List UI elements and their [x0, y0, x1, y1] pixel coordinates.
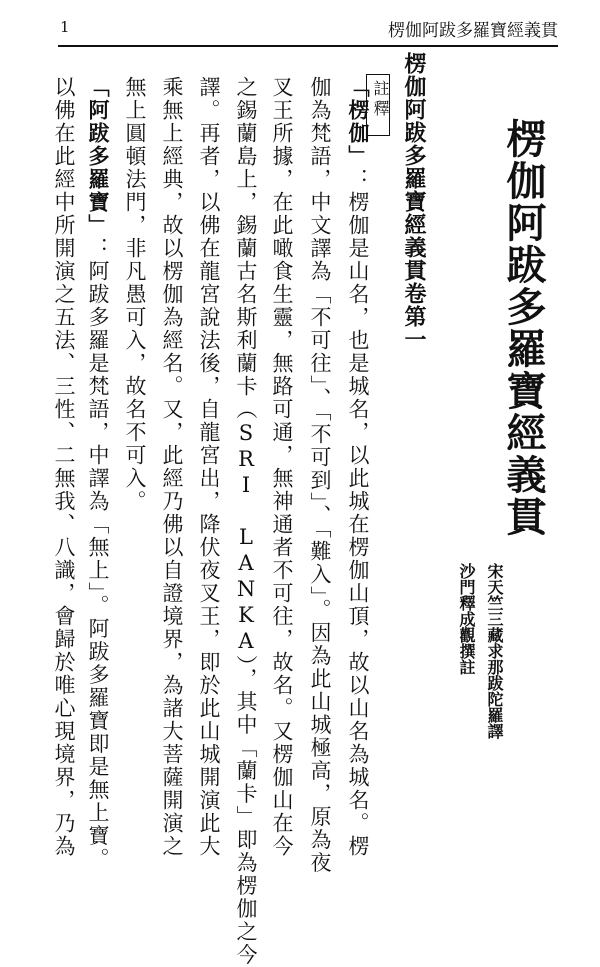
body-column [342, 76, 374, 858]
body-column [230, 76, 262, 967]
column-text: 乘無上經典，故以楞伽為經名。又，此經乃佛以自證境界，為諸大菩薩開演之 [160, 76, 184, 858]
body-column [48, 76, 80, 858]
glossary-term: 「楞伽」 [346, 76, 370, 168]
column-text: ：楞伽是山名，也是城名，以此城在楞伽山頂，故以山名為城名。楞 [346, 168, 370, 858]
column-text: ：阿跋多羅是梵語，中譯為「無上」。阿跋多羅寶即是無上寶。 [86, 237, 110, 871]
body-column [119, 76, 151, 513]
column-text: 譯。再者，以佛在龍宮說法後，自龍宮出，降伏夜叉王，即於此山城開演此大 [197, 76, 221, 858]
body-column [304, 76, 336, 875]
body-column [193, 76, 225, 858]
column-text: 叉王所據，在此噉食生靈，無路可通，無神通者不可往，故名。又楞伽山在今 [270, 76, 294, 858]
glossary-term: 「阿跋多羅寶」 [86, 76, 110, 237]
page-header [58, 12, 558, 42]
book-title: 楞伽阿跋多羅寶經義貫 [500, 118, 546, 538]
translator-line: 宋天竺三藏求那跋陀羅譯 [485, 563, 504, 739]
note-label: 註釋 [371, 80, 390, 120]
column-text: 無上圓頓法門，非凡愚可入，故名不可入。 [123, 76, 147, 513]
volume-title: 楞伽阿跋多羅寶經義貫卷第一 [401, 52, 426, 351]
body-column [266, 76, 298, 858]
annotator-line: 沙門釋成觀撰註 [457, 563, 476, 675]
column-text: 伽為梵語，中文譯為「不可往」、「不可到」、「難入」。因為此山城極高，原為夜 [308, 76, 332, 875]
running-title: 楞伽阿跋多羅寶經義貫 [388, 21, 558, 41]
column-text: 以佛在此經中所開演之五法、三性、二無我、八識，會歸於唯心現境界，乃為 [52, 76, 76, 858]
page-number: 1 [60, 18, 70, 36]
column-text: 之錫蘭島上，錫蘭古名斯利蘭卡（SRI LANKA），其中「蘭卡」即為楞伽之今 [234, 76, 258, 967]
body-column [156, 76, 188, 858]
header-rule [58, 45, 558, 47]
body-column [82, 76, 114, 871]
